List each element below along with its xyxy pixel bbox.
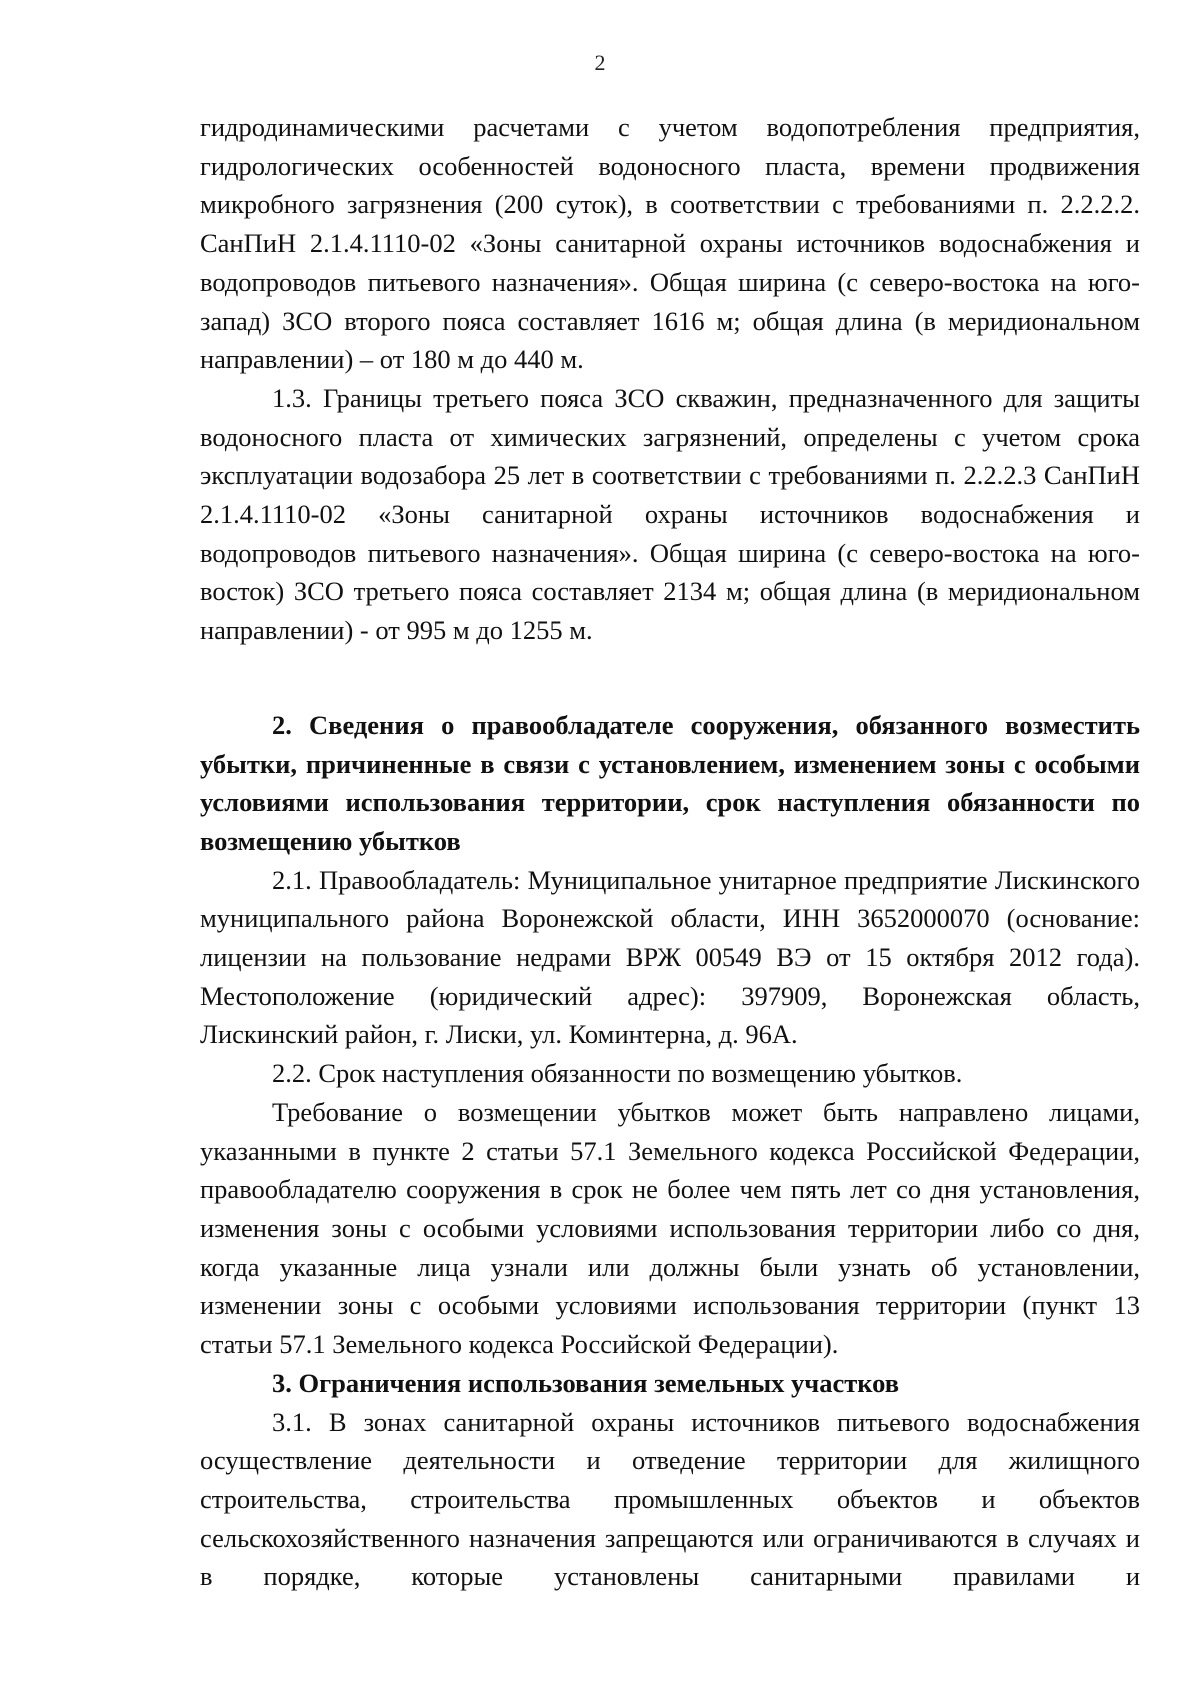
paragraph-damages-claim: Требование о возмещении убытков может быть направлено лицами, указанными в пункте 2 статьи 57.1 Земельного кодекса Российской Федерации, правообладателю сооружения в срок не более чем пять лет со дня установления, изменения зоны с особыми условиями использования территории либо со дня, когда указанные лица узнали или должны были узнать об установлении, изменении зоны с особыми условиями использования территории (пункт 13 статьи 57.1 Земельного кодекса Российской Федерации).: [200, 1096, 1140, 1360]
paragraph-1-3-third-belt: 1.3. Границы третьего пояса ЗСО скважин, предназначенного для защиты водоносного пласта от химических загрязнений, определены с учетом срока эксплуатации водозабора 25 лет в соответствии с требованиями п. 2.2.2.3 СанПиН 2.1.4.1110-02 «Зоны санитарной охраны источников водоснабжения и водопроводов питьевого назначения». Общая ширина (с северо-востока на юго-восток) ЗСО третьего пояса составляет 2134 м; общая длина (в меридиональном направлении) - от 995 м до 1255 м.: [200, 382, 1140, 646]
section-heading-3: 3. Ограничения использования земельных участков: [272, 1367, 900, 1398]
paragraph-3-1-restrictions: 3.1. В зонах санитарной охраны источников питьевого водоснабжения осуществление деятельности и отведение территории для жилищного строительства, строительства промышленных объектов и объектов сельскохозяйственного назначения запрещаются или ограничиваются в случаях и в порядке, которые установлены санитарными правилами и: [200, 1406, 1140, 1592]
section-spacer: [200, 650, 1140, 706]
paragraph-2-2-deadline: 2.2. Срок наступления обязанности по возмещению убытков.: [272, 1058, 963, 1089]
page-number: 2: [594, 50, 606, 75]
paragraph-zso-second-belt: гидродинамическими расчетами с учетом водопотребления предприятия, гидрологических особенностей водоносного пласта, времени продвижения микробного загрязнения (200 суток), в соответствии с требованиями п. 2.2.2.2. СанПиН 2.1.4.1110-02 «Зоны санитарной охраны источников водоснабжения и водопроводов питьевого назначения». Общая ширина (с северо-востока на юго-запад) ЗСО второго пояса составляет 1616 м; общая длина (в меридиональном направлении) – от 180 м до 440 м.: [200, 112, 1140, 375]
document-body: [200, 108, 1140, 1596]
paragraph-2-1-owner: 2.1. Правообладатель: Муниципальное унитарное предприятие Лискинского муниципального района Воронежской области, ИНН 3652000070 (основание: лицензии на пользование недрами ВРЖ 00549 ВЭ от 15 октября 2012 года). Местоположение (юридический адрес): 397909, Воронежская область, Лискинский район, г. Лиски, ул. Коминтерна, д. 96А.: [200, 864, 1140, 1050]
section-heading-2: 2. Сведения о правообладателе сооружения, обязанного возместить убытки, причиненные в связи с установлением, изменением зоны с особыми условиями использования территории, срок наступления обязанности по возмещению убытков: [200, 709, 1140, 856]
